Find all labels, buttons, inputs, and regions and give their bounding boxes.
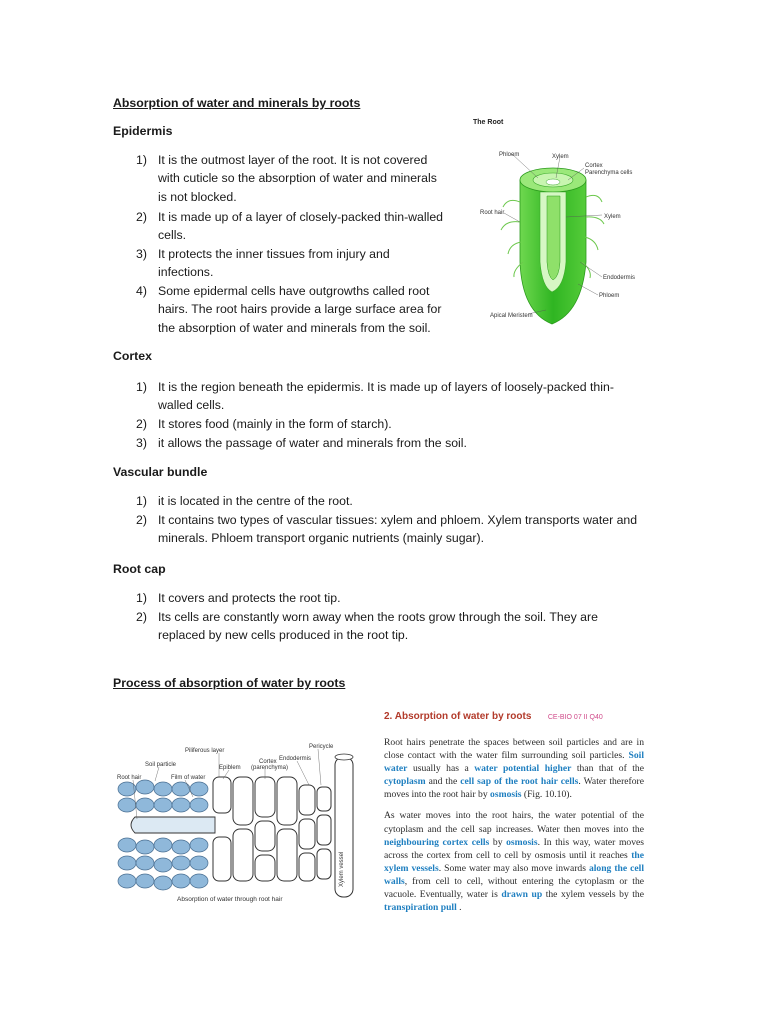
text-run: . Some water may also move inwards: [438, 862, 589, 874]
label-endodermis: Endodermis: [603, 275, 636, 281]
cortex-cells: [213, 777, 331, 881]
label-epiblem: Epiblem: [219, 765, 241, 771]
label-apical-meristem: Apical Meristem: [490, 313, 533, 319]
text-run: usually has a: [407, 763, 475, 775]
list-item: 1) It is the outmost layer of the root. It is not covered with cuticle so the absorption of water and minerals is not blocked.: [136, 153, 437, 204]
textbook-tag: CE-BIO 07 II Q40: [547, 714, 603, 721]
text-run: .: [456, 902, 462, 914]
list-item: 2) It contains two types of vascular tissues: xylem and phloem. Xylem transports water and minerals. Phloem transport organic nutrients (mainly sugar).: [136, 513, 638, 546]
xylem-vessel-top: [335, 754, 353, 760]
vascular-list: [0, 492, 768, 548]
process-heading: Process of absorption of water by roots: [113, 676, 346, 690]
list-item: 2) It is made up of a layer of closely-packed thin-walled cells.: [136, 210, 444, 243]
textbook-heading-row: [384, 706, 644, 724]
highlighted-term: cell sap of the root hair cells: [460, 776, 579, 788]
highlighted-term: water potential higher: [474, 763, 572, 775]
label-soil-particle: Soil particle: [145, 762, 177, 768]
xylem-top: [546, 179, 560, 185]
soil-particles: [118, 780, 208, 890]
section-heading-epidermis: Epidermis: [113, 124, 173, 138]
epidermis-list: [0, 151, 768, 337]
highlighted-term: osmosis: [490, 789, 522, 801]
list-item: 1) it is located in the centre of the root.: [136, 494, 353, 508]
label-parenchyma-cell: (parenchyma): [251, 765, 289, 771]
label-root-hair: Root hair: [480, 210, 505, 216]
xylem-core: [547, 196, 560, 280]
root-cap-list: [0, 589, 768, 645]
text-run: , from cell to cell, without entering the cytoplasm or the vacuole. Eventually, water is: [384, 875, 644, 901]
label-xylem-vessel: Xylem vessel: [339, 851, 345, 887]
text-run: As water moves into the root hairs, the water potential of the cytoplasm and the cell sap increases. Water then moves into the: [384, 810, 644, 835]
text-run: and the: [425, 776, 461, 788]
root-figure-title: The Root: [473, 119, 504, 126]
highlighted-term: drawn up: [501, 889, 543, 901]
root-hair-shape: [131, 817, 215, 833]
list-item: 2) It stores food (mainly in the form of starch).: [136, 417, 392, 431]
text-run: (Fig. 10.10).: [521, 789, 572, 801]
text-run: by: [489, 836, 507, 848]
highlighted-term: cytoplasm: [384, 776, 426, 788]
highlighted-term: Soil water: [384, 750, 644, 775]
label-cortex: Cortex: [585, 163, 603, 169]
highlighted-term: the xylem vessels: [384, 849, 644, 874]
highlighted-term: osmosis: [506, 836, 538, 848]
section-heading-cortex: Cortex: [113, 349, 152, 363]
highlighted-term: neighbouring cortex cells: [384, 836, 490, 848]
page-title: Absorption of water and minerals by roots: [113, 96, 361, 110]
textbook-paragraph-1: [384, 736, 644, 801]
label-piliferous: Piliferous layer: [185, 748, 225, 754]
label-cortex-cell: Cortex: [259, 759, 277, 765]
cortex-list: [0, 378, 768, 453]
section-heading-vascular-bundle: Vascular bundle: [113, 465, 208, 479]
label-film-of-water: Film of water: [171, 775, 206, 781]
label-endodermis-cell: Endodermis: [279, 756, 312, 762]
label-pericycle: Pericycle: [309, 744, 334, 750]
text-run: . In this way, water moves across the cortex from cell to cell by osmosis until it reaches: [384, 836, 645, 861]
textbook-paragraph-2: [384, 809, 644, 914]
list-item: 3) It protects the inner tissues from injury and infections.: [136, 247, 390, 280]
list-item: 2) Its cells are constantly worn away when the roots grow through the soil. They are replaced by new cells produced in the root tip.: [136, 610, 598, 643]
label-xylem-top: Xylem: [552, 154, 569, 160]
list-item: 3) it allows the passage of water and minerals from the soil.: [136, 436, 467, 450]
list-item: 4) Some epidermal cells have outgrowths called root hairs. The root hairs provide a large surface area for the absorption of water and minerals from the soil.: [136, 284, 442, 335]
text-run: than that of the: [571, 763, 644, 775]
label-phloem-top: Phloem: [499, 152, 520, 158]
list-item: 1) It covers and protects the root tip.: [136, 591, 341, 605]
label-phloem-bottom: Phloem: [599, 293, 620, 299]
highlighted-term: along the cell walls: [384, 862, 644, 887]
text-run: Root hairs penetrate the spaces between soil particles and are in close contact with the water film surrounding soil particles.: [384, 737, 644, 762]
section-heading-root-cap: Root cap: [113, 562, 166, 576]
label-xylem-right: Xylem: [604, 214, 621, 220]
root-hair-absorption-diagram: [115, 737, 360, 915]
text-run: . Water therefore moves into the root hair by: [384, 776, 644, 801]
text-run: the xylem vessels by the: [542, 889, 644, 901]
highlighted-term: transpiration pull: [384, 902, 457, 914]
cell-diagram-caption: Absorption of water through root hair: [177, 896, 283, 903]
textbook-heading: 2. Absorption of water by roots: [384, 711, 532, 722]
textbook-excerpt: [384, 706, 644, 922]
list-item: 1) It is the region beneath the epidermis. It is made up of layers of loosely-packed thin- walled cells.: [136, 380, 614, 413]
label-root-hair-cell: Root hair: [117, 775, 142, 781]
label-parenchyma: Parenchyma cells: [585, 170, 633, 176]
root-diagram: [468, 112, 646, 334]
